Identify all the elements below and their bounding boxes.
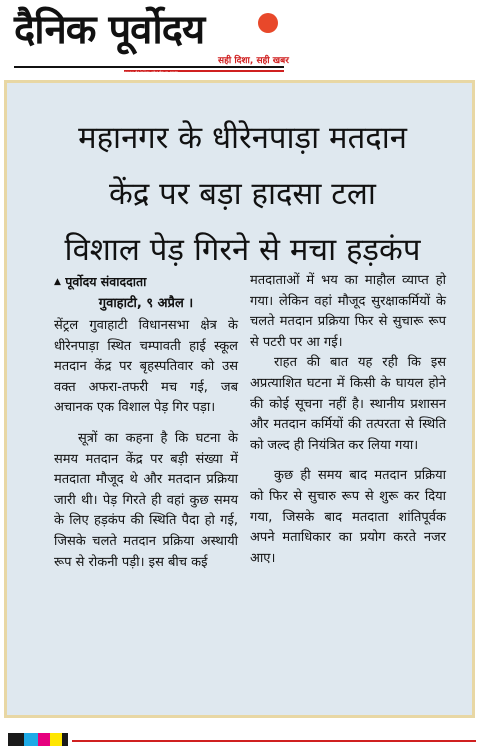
paragraph-1: सेंट्रल गुवाहाटी विधानसभा क्षेत्र के धीरेनपाड़ा स्थित चम्पावती हाई स्कूल मतदान केंद्र पर बृहस्पतिवार को उस वक्त अफरा-तफरी मच गई, जब अचानक एक विशाल पेड़ गिर पड़ा। <box>54 318 238 416</box>
print-color-bar-magenta <box>38 733 50 746</box>
newspaper-tagline: सही दिशा, सही खबर <box>218 56 289 66</box>
paragraph-5: कुछ ही समय बाद मतदान प्रक्रिया को फिर से सुचारु रूप से शुरू कर दिया गया, जिसके बाद मतदाता शांतिपूर्वक अपने मताधिकार का प्रयोग करते नजर आए। <box>250 468 446 566</box>
headline-line-3: विशाल पेड़ गिरने से मचा हड़कंप <box>64 232 421 268</box>
triangle-bullet-icon: ▲ <box>54 277 61 287</box>
newspaper-logo: दैनिक पूर्वोदय <box>14 7 205 53</box>
masthead-website: www.dainikpurbodaya.com <box>124 70 179 75</box>
paragraph-4: राहत की बात यह रही कि इस अप्रत्याशित घटना में किसी के घायल होने की कोई सूचना नहीं है। स्थानीय प्रशासन और मतदान कर्मियों की तत्परता से स्थिति को जल्द ही नियंत्रित कर लिया गया। <box>250 355 446 453</box>
article-column-left <box>54 271 238 573</box>
headline-line-2: केंद्र पर बड़ा हादसा टला <box>109 176 376 212</box>
print-color-bar-yellow <box>50 733 62 746</box>
dateline: गुवाहाटी, ९ अप्रैल । <box>98 296 194 311</box>
footer-red-rule <box>72 740 476 742</box>
byline-text: पूर्वोदय संवाददाता <box>65 274 147 289</box>
headline-line-1: महानगर के धीरेनपाड़ा मतदान <box>78 120 407 156</box>
paragraph-2: सूत्रों का कहना है कि घटना के समय मतदान केंद्र पर बड़ी संख्या में मतदाता मौजूद थे और मतदान प्रक्रिया जारी थी। पेड़ गिरते ही वहां कुछ समय के लिए हड़कंप की स्थिति पैदा हो गई, जिसके चलते मतदान प्रक्रिया अस्थायी रूप से रोकनी पड़ी। इस बीच कई <box>54 430 238 570</box>
paragraph-gap <box>250 456 446 466</box>
print-color-bar-cyan <box>24 733 38 746</box>
masthead-rule <box>14 66 284 68</box>
article-column-right <box>250 271 446 569</box>
byline <box>54 271 238 293</box>
paragraph-3: मतदाताओं में भय का माहौल व्याप्त हो गया। लेकिन वहां मौजूद सुरक्षाकर्मियों के चलते मतदान प्रक्रिया फिर से सुचारू रूप से पटरी पर आ गई। <box>250 273 446 350</box>
paragraph-gap <box>54 419 238 429</box>
print-color-bar-black <box>8 733 24 746</box>
masthead <box>0 0 487 78</box>
logo-dot-icon <box>258 13 278 33</box>
article-headline <box>10 110 475 278</box>
print-color-bar-black-2 <box>62 733 68 746</box>
